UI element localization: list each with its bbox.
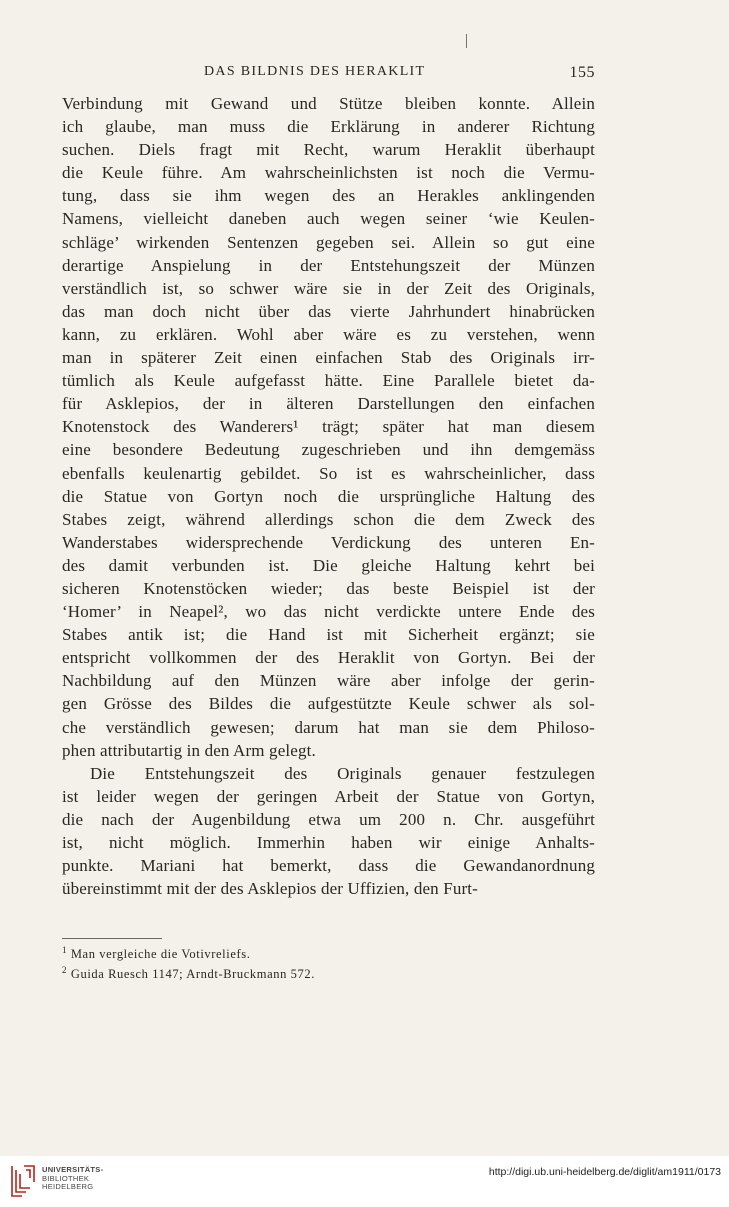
text-line: Stabes antik ist; die Hand ist mit Sicherheit ergänzt; sie — [62, 625, 595, 645]
library-logo-icon — [8, 1162, 38, 1200]
text-line: ist, nicht möglich. Immerhin haben wir einige Anhalts- — [62, 833, 595, 852]
text-line: Nachbildung auf den Münzen wäre aber infolge der gerin- — [62, 671, 595, 691]
text-line: sicheren Knotenstöcken wieder; das beste Beispiel ist der — [62, 578, 595, 598]
text-line: tümlich als Keule aufgefasst hätte. Eine Parallele bietet da- — [62, 371, 595, 391]
text-line: ebenfalls keulenartig gebildet. So ist es wahrscheinlicher, dass — [62, 463, 595, 483]
running-title: DAS BILDNIS DES HERAKLIT — [204, 64, 426, 79]
page-url[interactable]: http://digi.ub.uni-heidelberg.de/diglit/am1911/0173 — [488, 1166, 721, 1178]
text-line: ‘Homer’ in Neapel², wo das nicht verdickte untere Ende des — [62, 602, 595, 622]
text-line: das man doch nicht über das vierte Jahrhundert hinabrücken — [62, 301, 595, 321]
library-name-line: HEIDELBERG — [42, 1182, 94, 1191]
body-text — [62, 92, 595, 900]
library-name-line: UNIVERSITÄTS- — [42, 1165, 104, 1174]
text-line: Namens, vielleicht daneben auch wegen seiner ‘wie Keulen- — [62, 209, 595, 229]
text-line: tung, dass sie ihm wegen des an Herakles anklingenden — [62, 186, 595, 206]
text-line: ich glaube, man muss die Erklärung in anderer Richtung — [62, 117, 595, 137]
text-line: übereinstimmt mit der des Asklepios der Uffizien, den Furt- — [62, 879, 478, 899]
gutter-mark — [466, 34, 467, 48]
text-line: die Keule führe. Am wahrscheinlichsten ist noch die Vermu- — [62, 163, 595, 183]
library-name-line: BIBLIOTHEK — [42, 1173, 90, 1183]
text-line: verständlich ist, so schwer wäre sie in der Zeit des Originals, — [62, 278, 595, 298]
text-line: suchen. Diels fragt mit Recht, warum Heraklit überhaupt — [62, 140, 595, 160]
text-line: des damit verbunden ist. Die gleiche Haltung kehrt bei — [62, 555, 595, 575]
text-line: Die Entstehungszeit des Originals genauer festzulegen — [90, 763, 595, 783]
text-line: Verbindung mit Gewand und Stütze bleiben konnte. Allein — [62, 94, 595, 113]
footnotes — [62, 944, 595, 984]
footnote-text: Man vergleiche die Votivreliefs. — [70, 947, 251, 961]
text-line: Wanderstabes widersprechende Verdickung des unteren En- — [62, 532, 595, 552]
text-line: die nach der Augenbildung etwa um 200 n. Chr. ausgeführt — [62, 809, 595, 829]
text-line: gen Grösse des Bildes die aufgestützte Keule schwer als sol- — [62, 694, 595, 714]
running-head — [62, 64, 595, 86]
footnote-rule — [62, 938, 162, 939]
text-line: derartige Anspielung in der Entstehungszeit der Münzen — [62, 255, 595, 275]
text-line: man in späterer Zeit einen einfachen Stab des Originals irr- — [62, 348, 595, 368]
footnote — [62, 964, 595, 984]
text-line: Stabes zeigt, während allerdings schon die dem Zweck des — [62, 509, 595, 529]
page-number: 155 — [569, 64, 595, 81]
footnote-mark: 2 — [62, 965, 68, 975]
text-line: ist leider wegen der geringen Arbeit der Statue von Gortyn, — [62, 786, 595, 806]
text-line: Knotenstock des Wanderers¹ trägt; später hat man diesem — [62, 417, 595, 437]
viewer-footer — [0, 1156, 729, 1207]
text-line: eine besondere Bedeutung zugeschrieben und ihn demgemäss — [62, 440, 595, 460]
text-line: che verständlich gewesen; darum hat man sie dem Philoso- — [62, 717, 595, 737]
library-name — [42, 1166, 103, 1192]
footnote-mark: 1 — [62, 945, 68, 955]
text-line: schläge’ wirkenden Sentenzen gegeben sei. Allein so gut eine — [62, 232, 595, 252]
footnote-text: Guida Ruesch 1147; Arndt-Bruckmann 572. — [70, 967, 315, 981]
text-line: phen attributartig in den Arm gelegt. — [62, 740, 316, 760]
text-line: kann, zu erklären. Wohl aber wäre es zu verstehen, wenn — [62, 324, 595, 344]
text-line: punkte. Mariani hat bemerkt, dass die Gewandanordnung — [62, 856, 595, 876]
text-line: für Asklepios, der in älteren Darstellungen den einfachen — [62, 394, 595, 414]
text-line: entspricht vollkommen der des Heraklit von Gortyn. Bei der — [62, 648, 595, 668]
footnote — [62, 944, 595, 964]
text-line: die Statue von Gortyn noch die ursprüngliche Haltung des — [62, 486, 595, 506]
